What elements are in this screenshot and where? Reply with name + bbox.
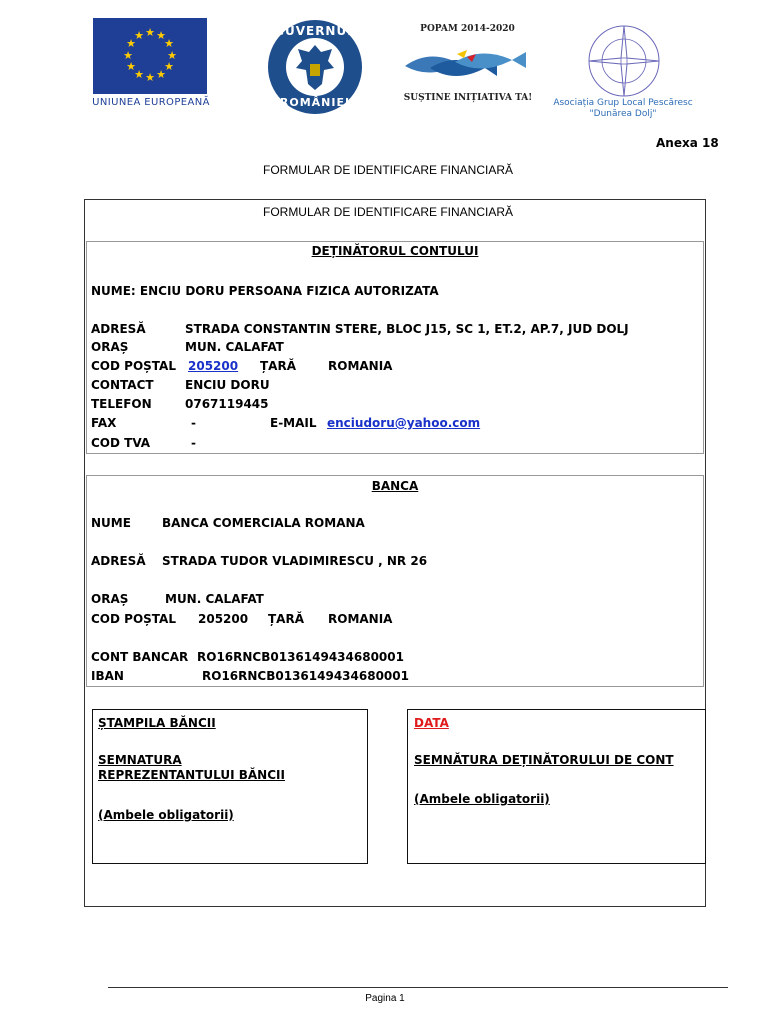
bank-mandatory-note: (Ambele obligatorii) <box>98 808 234 822</box>
holder-postal-value[interactable]: 205200 <box>188 359 239 373</box>
holder-country-label: ȚARĂ <box>260 359 296 373</box>
page-number: Pagina 1 <box>365 993 405 1004</box>
holder-city-value: MUN. CALAFAT <box>185 340 284 354</box>
holder-signature-label: SEMNĂTURA DEȚINĂTORULUI DE CONT <box>414 753 674 767</box>
bank-account-label: CONT BANCAR <box>91 650 189 664</box>
eu-label: UNIUNEA EUROPEANĂ <box>92 97 210 108</box>
svg-text:★: ★ <box>145 71 155 84</box>
holder-contact-value: ENCIU DORU <box>185 378 270 392</box>
holder-phone-value: 0767119445 <box>185 397 269 411</box>
holder-city-label: ORAȘ <box>91 340 129 354</box>
holder-fax-label: FAX <box>91 416 117 430</box>
holder-email-label: E-MAIL <box>270 416 317 430</box>
bank-address-label: ADRESĂ <box>91 554 146 568</box>
svg-text:★: ★ <box>126 37 136 50</box>
rep-signature-line-1: SEMNATURA <box>98 753 182 767</box>
bank-country-label: ȚARĂ <box>268 612 304 626</box>
bank-postal-label: COD POȘTAL <box>91 612 176 626</box>
date-label: DATA <box>414 716 449 730</box>
popam-slogan: SUȘTINE INIȚIATIVA TA! <box>403 93 533 103</box>
form-title: FORMULAR DE IDENTIFICARE FINANCIARĂ <box>262 205 514 219</box>
svg-text:★: ★ <box>156 29 166 42</box>
holder-address-label: ADRESĂ <box>91 322 146 336</box>
galp-line-2: "Dunărea Dolj" <box>589 109 657 119</box>
bank-city-label: ORAȘ <box>91 592 129 606</box>
seal-top-text: GUVERNUL <box>274 24 356 38</box>
bank-address-value: STRADA TUDOR VLADIMIRESCU , NR 26 <box>162 554 428 568</box>
holder-name: NUME: ENCIU DORU PERSOANA FIZICA AUTORIZATA <box>91 284 439 298</box>
holder-phone-label: TELEFON <box>91 397 152 411</box>
svg-text:★: ★ <box>134 68 144 81</box>
holder-vat-label: COD TVA <box>91 436 151 450</box>
holder-address-value: STRADA CONSTANTIN STERE, BLOC J15, SC 1, ET.2, AP.7, JUD DOLJ <box>185 322 629 336</box>
holder-fax-value: - <box>191 416 196 430</box>
popam-title: POPAM 2014-2020 <box>420 24 515 34</box>
holder-vat-value: - <box>191 436 196 450</box>
compass-icon <box>586 23 662 99</box>
bank-stamp-label: ȘTAMPILA BĂNCII <box>98 716 216 730</box>
government-seal-logo <box>266 18 364 116</box>
holder-mandatory-note: (Ambele obligatorii) <box>414 792 550 806</box>
bank-account-value: RO16RNCB0136149434680001 <box>197 650 404 664</box>
svg-text:★: ★ <box>164 37 174 50</box>
bank-iban-value: RO16RNCB0136149434680001 <box>202 669 409 683</box>
eu-stars-icon <box>93 18 207 94</box>
bank-postal-value: 205200 <box>198 612 249 626</box>
rep-signature-line-2: REPREZENTANTULUI BĂNCII <box>98 768 285 782</box>
bank-iban-label: IBAN <box>91 669 124 683</box>
bank-name-label: NUME <box>91 516 131 530</box>
svg-text:★: ★ <box>134 29 144 42</box>
eu-flag-logo <box>93 18 207 94</box>
holder-postal-label: COD POȘTAL <box>91 359 176 373</box>
galp-logo <box>586 23 662 99</box>
bank-heading: BANCA <box>371 479 419 493</box>
holder-email-value[interactable]: enciudoru@yahoo.com <box>327 416 481 430</box>
svg-text:★: ★ <box>164 60 174 73</box>
svg-text:★: ★ <box>167 49 177 62</box>
svg-text:★: ★ <box>156 68 166 81</box>
galp-line-1: Asociația Grup Local Pescăresc <box>553 98 693 108</box>
galp-label <box>548 98 698 120</box>
holder-country-value: ROMANIA <box>328 359 393 373</box>
seal-bottom-text: ROMÂNIEI <box>279 96 351 109</box>
bank-country-value: ROMANIA <box>328 612 393 626</box>
bank-city-value: MUN. CALAFAT <box>165 592 264 606</box>
bank-name-value: BANCA COMERCIALA ROMANA <box>162 516 365 530</box>
annex-label: Anexa 18 <box>656 136 719 150</box>
bank-rep-signature-label <box>98 753 285 783</box>
svg-text:★: ★ <box>123 49 133 62</box>
bank-signature-box <box>92 709 368 864</box>
svg-text:★: ★ <box>126 60 136 73</box>
holder-heading: DEȚINĂTORUL CONTULUI <box>311 244 479 258</box>
page-title: FORMULAR DE IDENTIFICARE FINANCIARĂ <box>262 163 514 177</box>
holder-signature-box <box>407 709 706 864</box>
footer-divider <box>108 987 728 988</box>
svg-text:★: ★ <box>145 26 155 39</box>
holder-contact-label: CONTACT <box>91 378 154 392</box>
